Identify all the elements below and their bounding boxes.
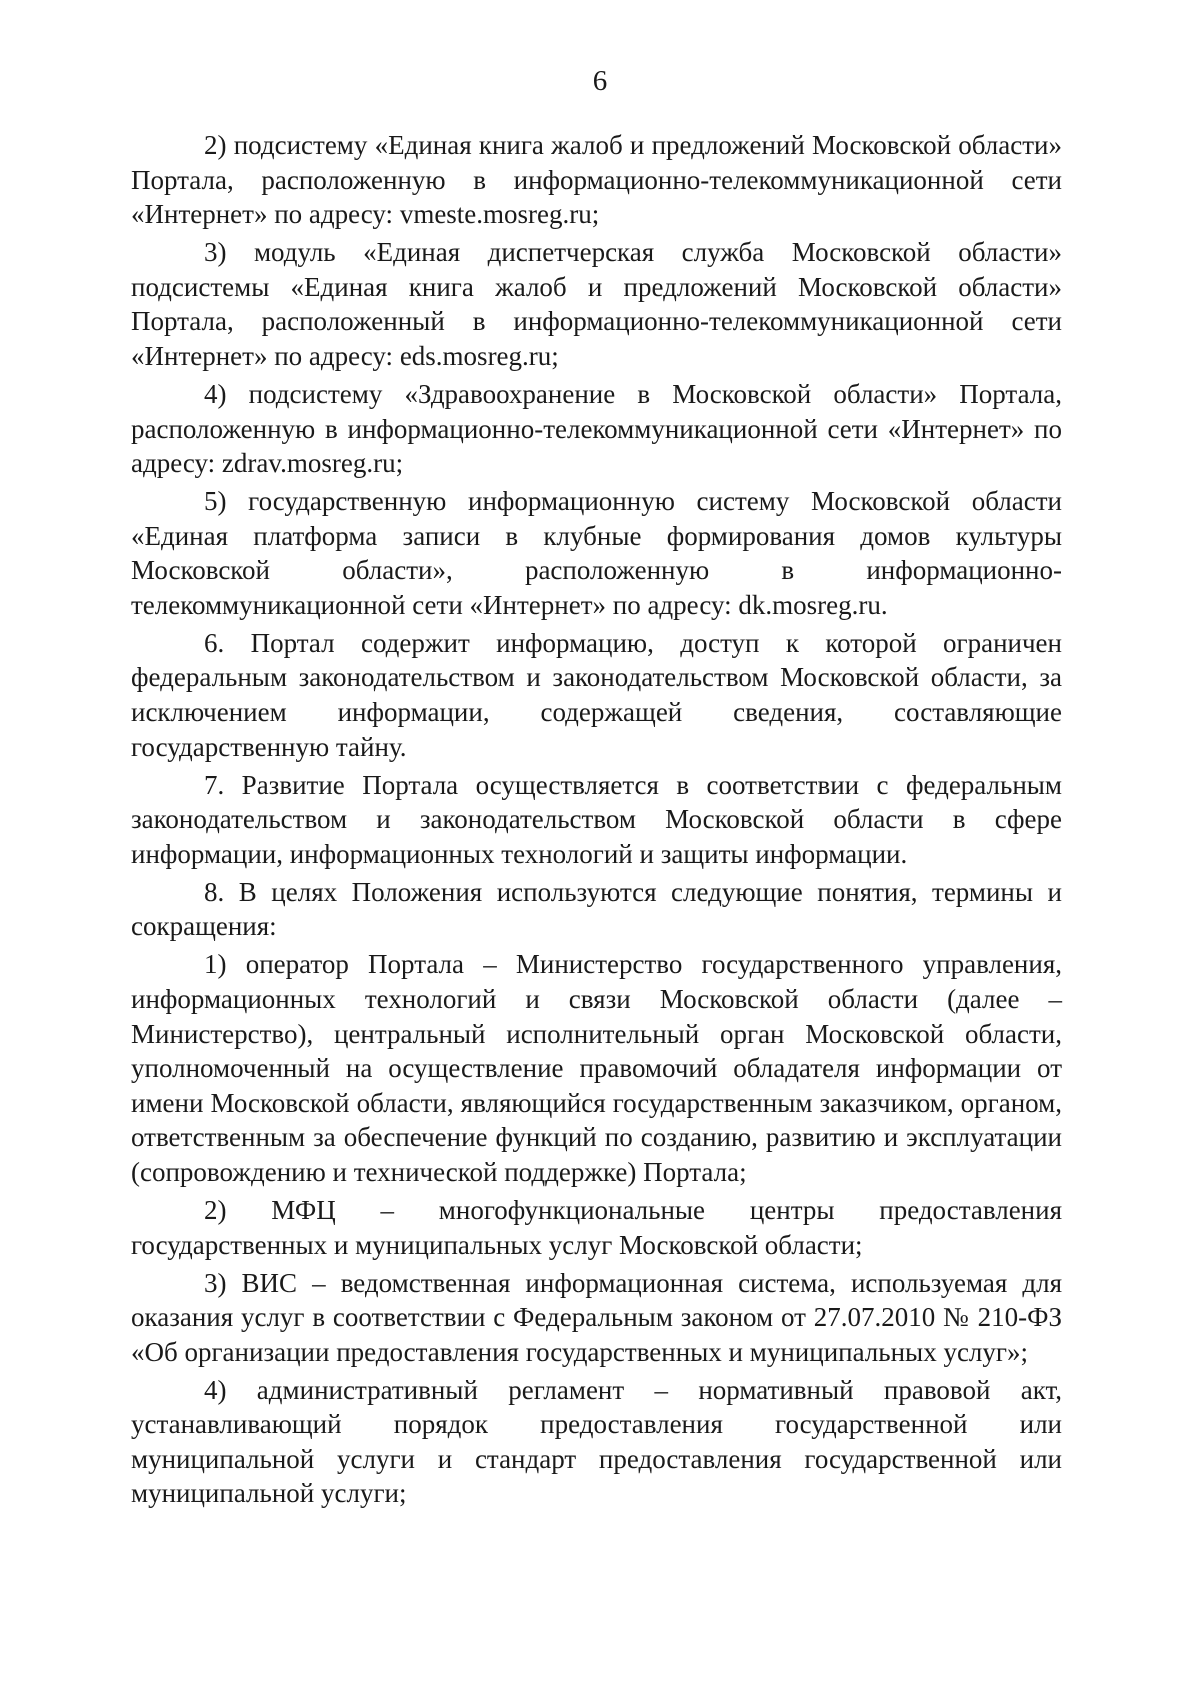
paragraph-definition-operator: 1) оператор Портала – Министерство государственного управления, информационных технологий и связи Московской области (далее – Министерство), центральный исполнительный орган Московской области, уполномоченный на осуществление правомочий обладателя информации от имени Московской области, являющийся государственным заказчиком, органом, ответственным за обеспечение функций по созданию, развитию и эксплуатации (сопровождению и технической поддержке) Портала;	[131, 949, 1062, 1187]
document-body	[131, 128, 1062, 1514]
paragraph-definition-vis: 3) ВИС – ведомственная информационная система, используемая для оказания услуг в соответствии с Федеральным законом от 27.07.2010 № 210-ФЗ «Об организации предоставления государственных и муниципальных услуг»;	[131, 1267, 1062, 1367]
page-number: 6	[592, 65, 608, 97]
paragraph-definition-regulation: 4) административный регламент – нормативный правовой акт, устанавливающий порядок предоставления государственной или муниципальной услуги и стандарт предоставления государственной или муниципальной услуги;	[131, 1374, 1062, 1509]
paragraph-definitions-intro: 8. В целях Положения используются следующие понятия, термины и сокращения:	[131, 876, 1062, 942]
paragraph-subsystem-complaints-book: 2) подсистему «Единая книга жалоб и предложений Московской области» Портала, расположенную в информационно-телекоммуникационной сети «Интернет» по адресу: vmeste.mosreg.ru;	[131, 130, 1062, 230]
paragraph-dispatch-module: 3) модуль «Единая диспетчерская служба Московской области» подсистемы «Единая книга жалоб и предложений Московской области» Портала, расположенный в информационно-телекоммуникационной сети «Интернет» по адресу: eds.mosreg.ru;	[131, 237, 1062, 371]
paragraph-culture-clubs-system: 5) государственную информационную систему Московской области «Единая платформа записи в клубные формирования домов культуры Московской области», расположенную в информационно-телекоммуникационной сети «Интернет» по адресу: dk.mosreg.ru.	[131, 486, 1062, 620]
paragraph-healthcare-subsystem: 4) подсистему «Здравоохранение в Московской области» Портала, расположенную в информационно-телекоммуникационной сети «Интернет» по адресу: zdrav.mosreg.ru;	[131, 378, 1062, 479]
paragraph-restricted-info: 6. Портал содержит информацию, доступ к которой ограничен федеральным законодательством и законодательством Московской области, за исключением информации, содержащей сведения, составляющие государственную тайну.	[131, 627, 1062, 762]
paragraph-portal-development: 7. Развитие Портала осуществляется в соответствии с федеральным законодательством и законодательством Московской области в сфере информации, информационных технологий и защиты информации.	[131, 769, 1062, 869]
paragraph-definition-mfc: 2) МФЦ – многофункциональные центры предоставления государственных и муниципальных услуг Московской области;	[131, 1194, 1062, 1260]
